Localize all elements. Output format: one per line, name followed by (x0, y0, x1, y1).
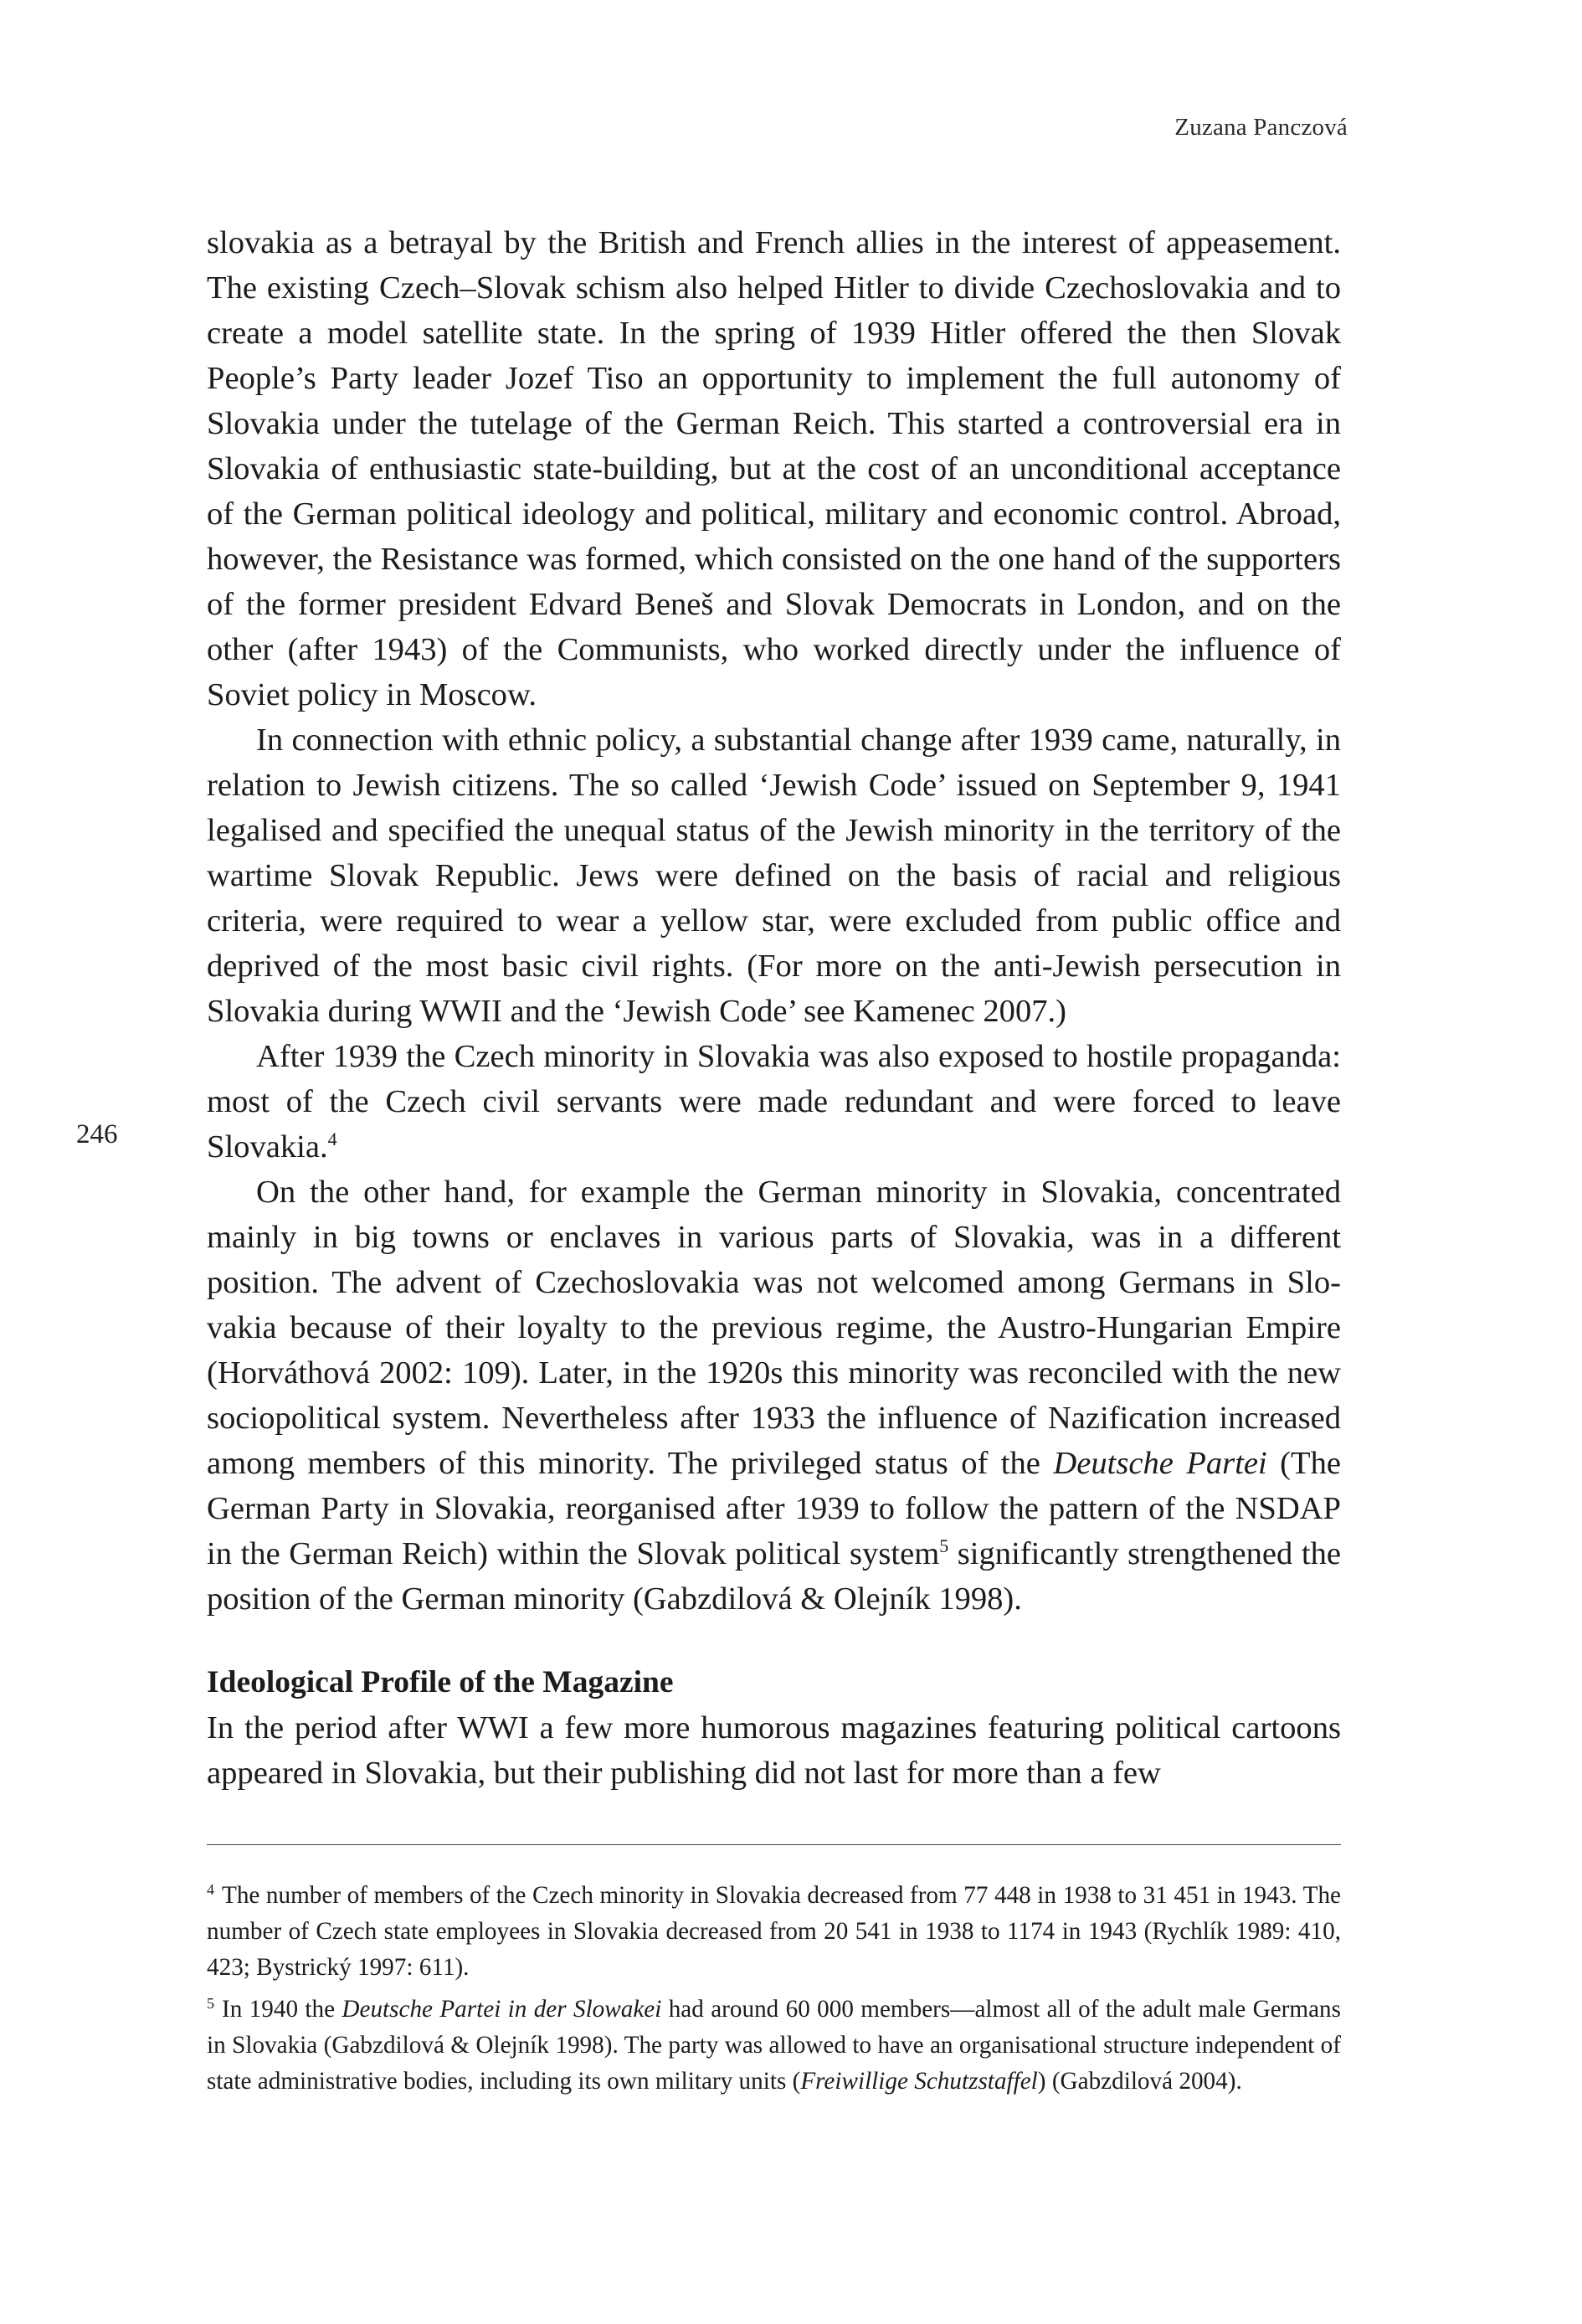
footnote-4 (207, 1872, 1341, 1986)
footnotes (207, 1872, 1341, 2100)
paragraph-3 (207, 1034, 1341, 1170)
paragraph-4-text-b: (The German Party in Slovakia, reorganised after 1939 to follow the pattern of the NSDAP in the German Reich) within the Slovak political system (207, 1446, 1341, 1571)
main-text (207, 220, 1341, 1796)
section-heading: Ideological Profile of the Magazine (207, 1665, 674, 1699)
paragraph-4 (207, 1170, 1341, 1622)
footnote-4-text: The number of members of the Czech minority in Slovakia decreased from 77 448 in 1938 to 31 451 in 1943. The number of Czech state employees in Slovakia decreased from 20 541 in 1938 to 1174 in 1943 (Rychlík 1989: 410, 423; Bystrický 1997: 611). (207, 1882, 1341, 1981)
paragraph-4-italic: Deutsche Partei (1053, 1446, 1267, 1481)
footnote-5-italic-1: Deutsche Partei in der Slowakei (342, 1996, 662, 2023)
page-number: 246 (76, 1119, 118, 1149)
running-head-author: Zuzana Panczová (1174, 114, 1348, 141)
footnote-4-mark: 4 (207, 1881, 214, 1898)
paragraph-2: In connection with ethnic policy, a substantial change after 1939 came, naturally, in relation to Jewish citizens. The so called ‘Jewish Code’ issued on September 9, 1941 legalised and specified the unequal status of the Jewish minority in the territory of the wartime Slovak Republic. Jews were defined on the basis of racial and religious criteria, were required to wear a yellow star, were excluded from public office and deprived of the most basic civil rights. (For more on the anti-Jewish persecution in Slovakia during WWII and the ‘Jewish Code’ see Kamenec 2007.) (207, 722, 1341, 1029)
paragraph-4-text-c: significantly strengthened the position of the German minority (Gabzdilová & Olejník 1998). (207, 1536, 1341, 1617)
footnote-5 (207, 1986, 1341, 2100)
paragraph-4-text-a: On the other hand, for example the German minority in Slovakia, concentrated mainly in big towns or enclaves in various parts of Slovakia, was in a different position. The advent of Czechoslovakia was not welcomed among Germans in Slovakia because of their loyalty to the previous regime, the Austro-Hungarian Empire (Horváthová 2002: 109). Later, in the 1920s this minority was reconciled with the new sociopolitical system. Nevertheless after 1933 the influence of Nazification increased among members of this minority. The privileged status of the (207, 1175, 1341, 1481)
footnote-divider (207, 1844, 1341, 1845)
paragraph-1: slovakia as a betrayal by the British and French allies in the interest of appeasement. The existing Czech–Slovak schism also helped Hitler to divide Czechoslovakia and to create a model satellite state. In the spring of 1939 Hitler offered the then Slovak People’s Party leader Jozef Tiso an opportunity to implement the full autonomy of Slovakia under the tutelage of the German Reich. This started a controversial era in Slovakia of enthusiastic state-building, but at the cost of an unconditional acceptance of the German political ideology and political, military and economic control. Abroad, however, the Resistance was formed, which consisted on the one hand of the supporters of the former president Edvard Beneš and Slovak Democrats in London, and on the other (after 1943) of the Communists, who worked directly under the influence of Soviet policy in Moscow. (207, 225, 1341, 712)
footnote-5-mark: 5 (207, 1995, 214, 2012)
footnote-5-text-a: In 1940 the (222, 1996, 342, 2023)
footnote-5-text-c: ) (Gabzdilová 2004). (1037, 2068, 1242, 2095)
paragraph-5: In the period after WWI a few more humorous magazines featuring political cartoons appeared in Slovakia, but their publishing did not last for more than a few (207, 1710, 1341, 1791)
footnote-5-text-b: had around 60 000 members—almost all of the adult male Germans in Slovakia (Gabzdilová & Olejník 1998). The party was allowed to have an organisational structure independent of state administrative bodies, including its own military units ( (207, 1996, 1341, 2095)
footnote-ref-5[interactable]: 5 (939, 1535, 949, 1556)
footnote-ref-4[interactable]: 4 (327, 1129, 337, 1149)
paragraph-3-text: After 1939 the Czech minority in Slovakia was also exposed to hostile propaganda: most of the Czech civil servants were made redundant and were forced to leave Slovakia. (207, 1039, 1341, 1165)
footnote-5-italic-2: Freiwillige Schutzstaffel (800, 2068, 1038, 2095)
